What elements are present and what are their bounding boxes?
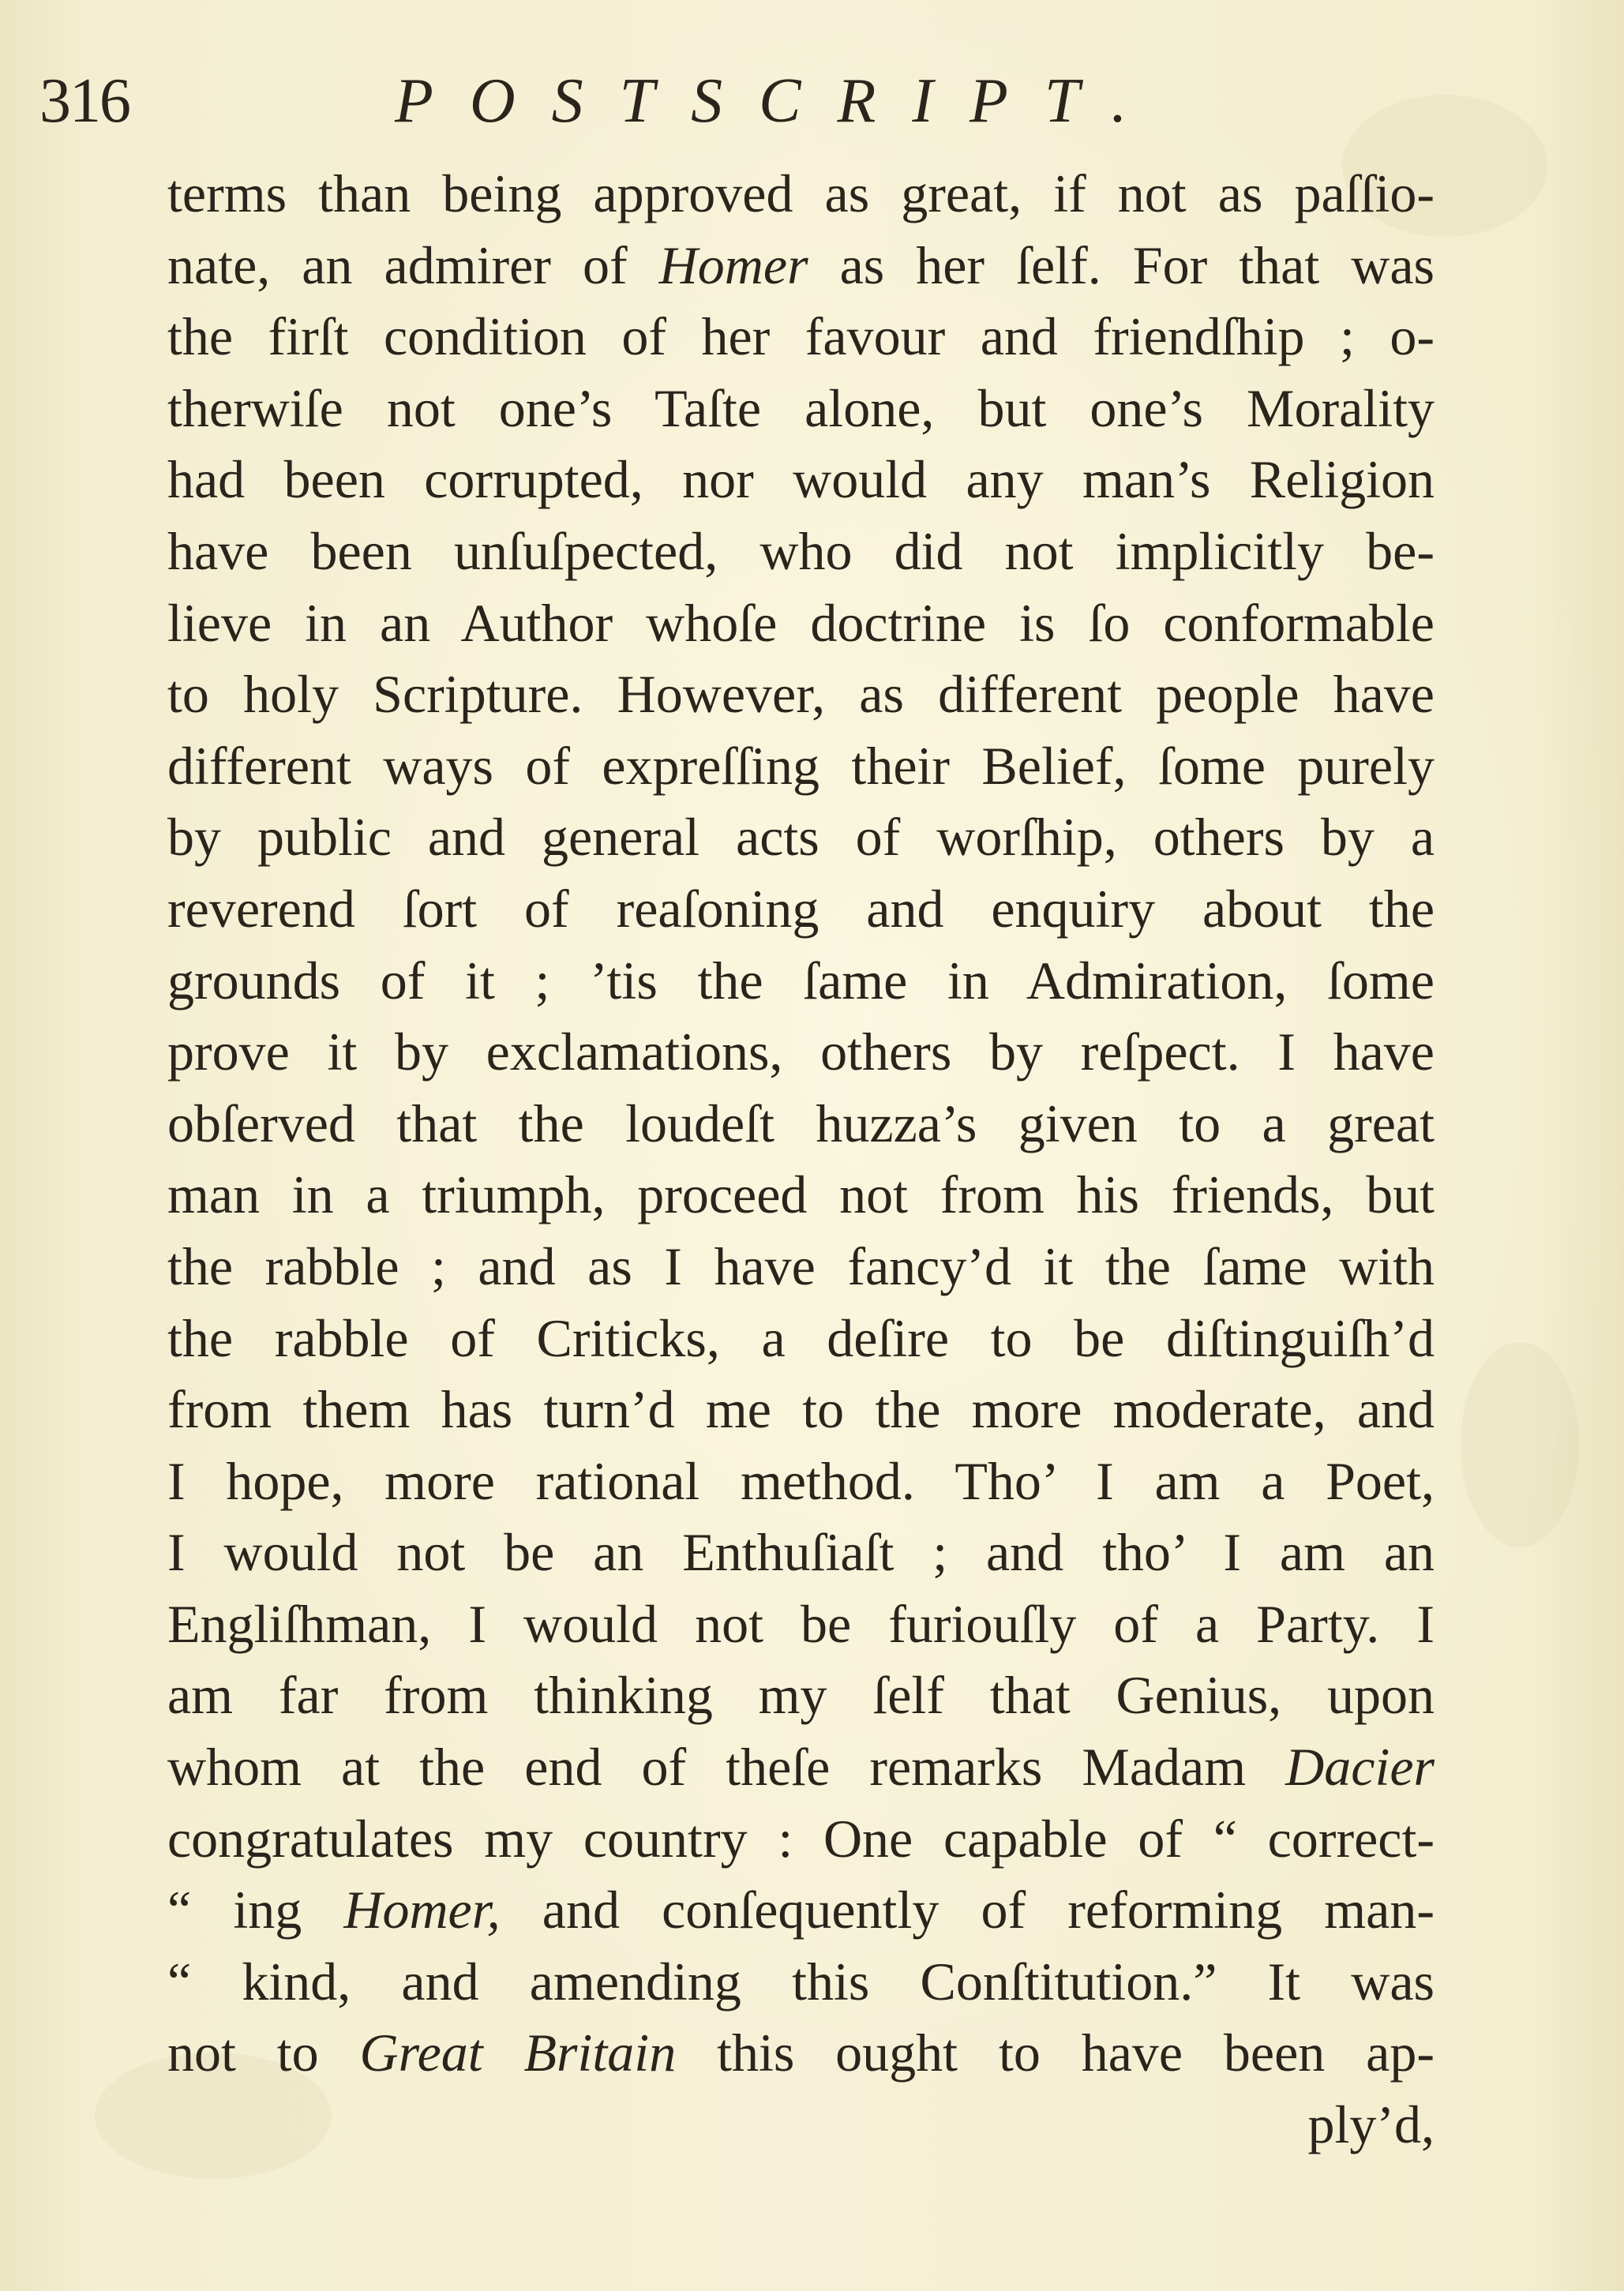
catchword: ply’d, (1307, 2094, 1435, 2155)
text-line (167, 1517, 1435, 1588)
text-run: grounds of it ; ’tis the ſame in Admiration, ſome (167, 950, 1435, 1011)
text-run: this ought to have been ap- (676, 2023, 1435, 2083)
text-run: the firſt condition of her favour and friendſhip ; o- (167, 306, 1435, 367)
text-line (167, 230, 1435, 302)
text-line (167, 1303, 1435, 1374)
running-head: POSTSCRIPT. (395, 66, 1164, 136)
text-run: had been corrupted, nor would any man’s Religion (167, 449, 1435, 510)
text-line (167, 587, 1435, 659)
text-run: have been unſuſpected, who did not implicitly be- (167, 520, 1435, 581)
text-line (167, 444, 1435, 516)
text-line (167, 1588, 1435, 1660)
text-line (167, 1088, 1435, 1160)
text-line (167, 1946, 1435, 2018)
text-line (167, 1445, 1435, 1517)
text-run: reverend ſort of reaſoning and enquiry about the (167, 878, 1435, 939)
text-run: whom at the end of theſe remarks Madam (167, 1737, 1286, 1798)
text-run: lieve in an Author whoſe doctrine is ſo conformable (167, 592, 1435, 653)
text-run: am far from thinking my ſelf that Genius, upon (167, 1665, 1435, 1726)
text-run: the rabble of Criticks, a deſire to be diſtinguiſh’d (167, 1307, 1435, 1368)
text-line (167, 301, 1435, 373)
italic-text: Homer, (343, 1880, 501, 1940)
text-line (167, 1659, 1435, 1731)
text-line (167, 1016, 1435, 1088)
text-run: nate, an admirer of (167, 234, 659, 295)
text-line (167, 1803, 1435, 1875)
text-run: Engliſhman, I would not be furiouſly of a Party. I (167, 1593, 1435, 1654)
text-run: “ kind, and amending this Conſtitution.” It was (167, 1951, 1435, 2012)
text-run: and conſequently of reforming man- (500, 1880, 1435, 1940)
italic-text: Great Britain (359, 2023, 677, 2083)
body-text (167, 158, 1435, 2161)
text-line (167, 1374, 1435, 1445)
italic-text: Homer (658, 234, 808, 295)
text-run: congratulates my country : One capable of “ correct- (167, 1808, 1435, 1869)
text-line (167, 873, 1435, 945)
text-line (167, 516, 1435, 587)
text-line (167, 158, 1435, 230)
text-line (167, 1159, 1435, 1231)
text-run: therwiſe not one’s Taſte alone, but one’s Morality (167, 377, 1435, 438)
text-run: “ ing (167, 1880, 344, 1940)
text-run: from them has turn’d me to the more moderate, and (167, 1379, 1435, 1440)
text-run: by public and general acts of worſhip, others by a (167, 807, 1435, 868)
italic-text: Dacier (1285, 1737, 1435, 1798)
text-run: I would not be an Enthuſiaſt ; and tho’ I am an (167, 1522, 1435, 1583)
text-run: obſerved that the loudeſt huzza’s given to a great (167, 1093, 1435, 1153)
text-run: man in a triumph, proceed not from his friends, but (167, 1164, 1435, 1225)
text-line (167, 1731, 1435, 1803)
text-run: as her ſelf. For that was (808, 234, 1435, 295)
text-run: not to (167, 2023, 360, 2083)
text-line (167, 2017, 1435, 2089)
text-run: I hope, more rational method. Tho’ I am a Poet, (167, 1450, 1435, 1511)
text-line (167, 373, 1435, 444)
text-line (167, 658, 1435, 730)
page-number: 316 (39, 66, 129, 136)
text-run: prove it by exclamations, others by reſpect. I have (167, 1022, 1435, 1082)
text-line (167, 730, 1435, 802)
text-run: the rabble ; and as I have fancy’d it the ſame with (167, 1235, 1435, 1296)
paper-stain (1461, 1342, 1579, 1547)
text-line (167, 801, 1435, 873)
text-line (167, 1874, 1435, 1946)
text-run: terms than being approved as great, if not as paſſio- (167, 163, 1435, 223)
text-line (167, 1231, 1435, 1303)
text-run: different ways of expreſſing their Belief, ſome purely (167, 735, 1435, 796)
text-run: to holy Scripture. However, as different people have (167, 664, 1435, 725)
text-line (167, 945, 1435, 1017)
